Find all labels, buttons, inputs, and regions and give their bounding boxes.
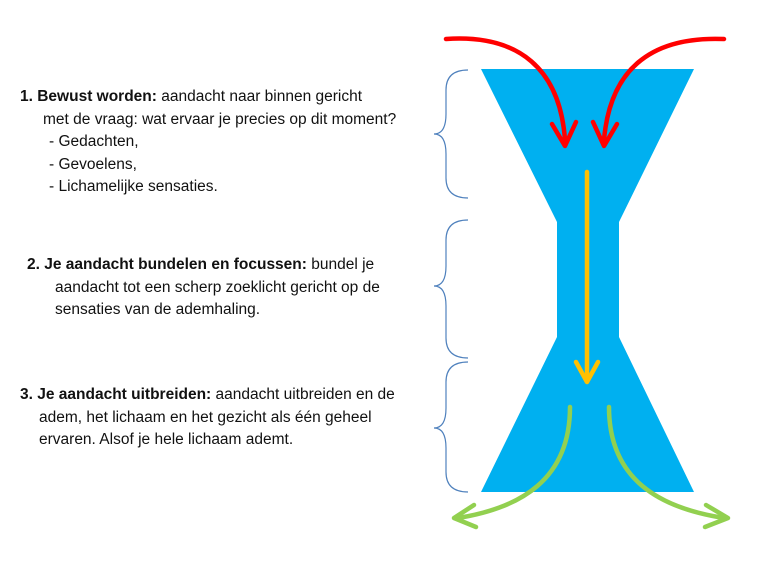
- step-1-item-sensations: - Lichamelijke sensaties.: [49, 178, 218, 195]
- step-1-item-thoughts: - Gedachten,: [49, 133, 139, 150]
- step-2-text: bundel je: [306, 256, 375, 273]
- step-3-text: aandacht uitbreiden en de: [211, 386, 395, 403]
- step-3-line: adem, het lichaam en het gezicht als één geheel: [39, 408, 372, 426]
- step-1-text: aandacht naar binnen gericht: [156, 88, 363, 105]
- step-2-brace: [434, 220, 468, 358]
- step-2-line: aandacht tot een scherp zoeklicht gericht op de: [55, 278, 380, 296]
- step-1-brace: [434, 70, 468, 198]
- step-3-brace: [434, 362, 468, 492]
- step-2-title: 2. Je aandacht bundelen en focussen:: [27, 256, 307, 273]
- step-1-item-feelings: - Gevoelens,: [49, 155, 137, 173]
- step-3-title: 3. Je aandacht uitbreiden:: [20, 386, 212, 403]
- step-2-line: sensaties van de ademhaling.: [55, 301, 261, 318]
- step-3-line: ervaren. Alsof je hele lichaam ademt.: [39, 431, 294, 448]
- step-1-title: 1. Bewust worden:: [20, 88, 157, 105]
- step-1-line: met de vraag: wat ervaar je precies op dit moment?: [43, 110, 397, 128]
